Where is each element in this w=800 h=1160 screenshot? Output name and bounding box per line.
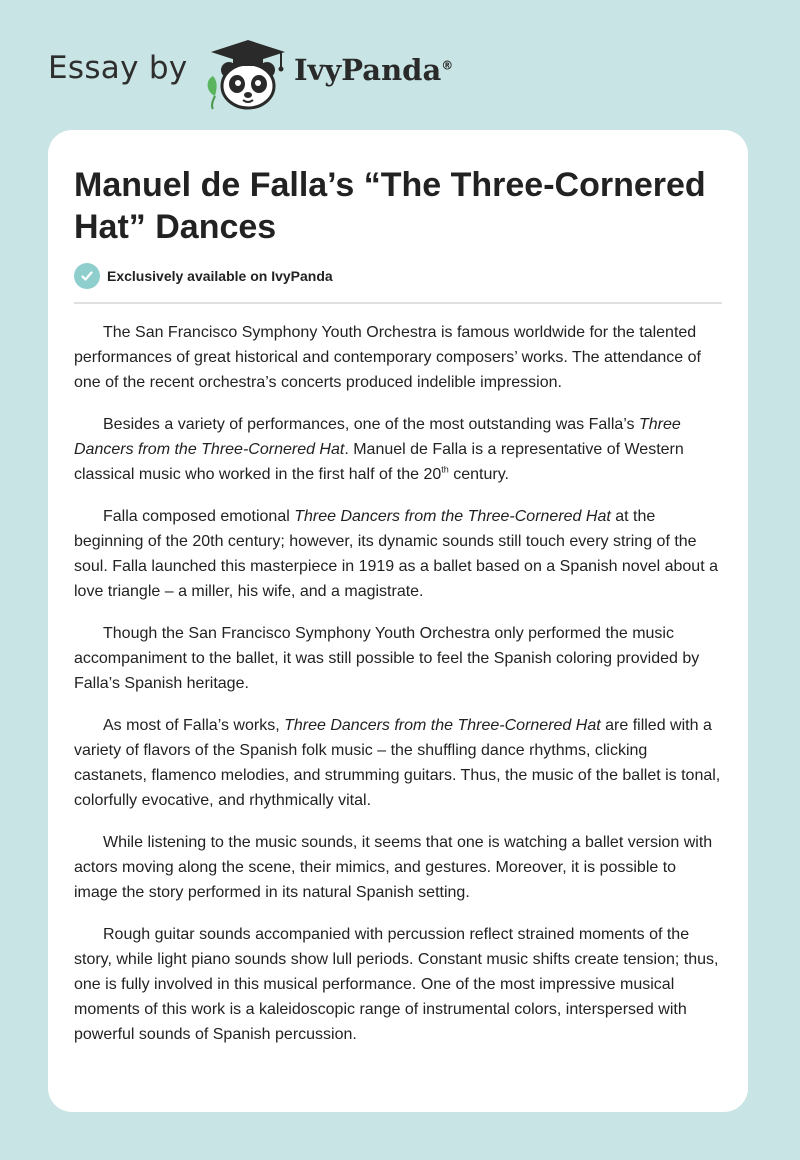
essay-paragraph	[74, 412, 724, 487]
paragraph-text: Falla composed emotional	[103, 508, 295, 525]
title-divider	[74, 302, 722, 304]
essay-paragraph	[74, 320, 724, 395]
essay-card	[48, 130, 748, 1112]
paragraph-text: at the beginning of the 20th century; however, its dynamic sounds still touch every string of the soul. Falla launched this masterpiece in 1919 as a ballet based on a Spanish novel about a love triangle – a miller, his wife, and a magistrate.	[74, 508, 718, 600]
paragraph-text: Besides a variety of performances, one of the most outstanding was Falla’s	[103, 416, 639, 433]
paragraph-text: Rough guitar sounds accompanied with percussion reflect strained moments of the story, while light piano sounds show lull periods. Constant music shifts create tension; thus, one is fully involved in this musical performance. One of the most impressive musical moments of this work is a kaleidoscopic range of instrumental colors, interspersed with powerful sounds of Spanish percussion.	[74, 926, 719, 1043]
paragraph-text: Though the San Francisco Symphony Youth Orchestra only performed the music accompaniment to the ballet, it was still possible to feel the Spanish coloring provided by Falla’s Spanish heritage.	[74, 625, 700, 692]
paragraph-text: are filled with a variety of flavors of the Spanish folk music – the shuffling dance rhythms, clicking castanets, flamenco melodies, and strumming guitars. Thus, the music of the ballet is tonal, colorfully evocative, and rhythmically vital.	[74, 717, 721, 809]
essay-paragraph	[74, 621, 724, 696]
brand-name-text: IvyPanda	[294, 53, 442, 87]
brand-header	[48, 32, 548, 112]
paragraph-text: While listening to the music sounds, it seems that one is watching a ballet version with actors moving along the scene, their mimics, and gestures. Moreover, it is possible to image the story performed in its natural Spanish setting.	[74, 834, 713, 901]
italic-title: Three Dancers from the Three-Cornered Hat	[74, 416, 681, 458]
italic-title: Three Dancers from the Three-Cornered Hat	[284, 717, 601, 734]
exclusive-badge	[74, 262, 333, 290]
essay-body	[74, 320, 724, 1064]
brand-prefix: Essay by	[48, 50, 188, 86]
essay-paragraph	[74, 713, 724, 813]
paragraph-text: . Manuel de Falla is a representative of Western classical music who worked in the first half of the 20	[74, 441, 684, 483]
panda-logo-icon[interactable]	[203, 36, 293, 110]
essay-paragraph	[74, 830, 724, 905]
paragraph-text: century.	[448, 466, 509, 483]
essay-paragraph	[74, 504, 724, 604]
ordinal-suffix: th	[441, 464, 449, 475]
exclusive-badge-text: Exclusively available on IvyPanda	[107, 268, 333, 284]
italic-title: Three Dancers from the Three-Cornered Hat	[294, 508, 611, 525]
paragraph-text: The San Francisco Symphony Youth Orchestra is famous worldwide for the talented performances of great historical and contemporary composers’ works. The attendance of one of the recent orchestra’s concerts produced indelible impression.	[74, 324, 701, 391]
essay-title: Manuel de Falla’s “The Three-Cornered Hat” Dances	[74, 166, 706, 246]
registered-mark: ®	[441, 58, 454, 73]
essay-paragraph	[74, 922, 724, 1047]
paragraph-text: As most of Falla’s works,	[103, 717, 285, 734]
brand-name[interactable]	[294, 53, 453, 87]
check-icon	[74, 263, 100, 289]
